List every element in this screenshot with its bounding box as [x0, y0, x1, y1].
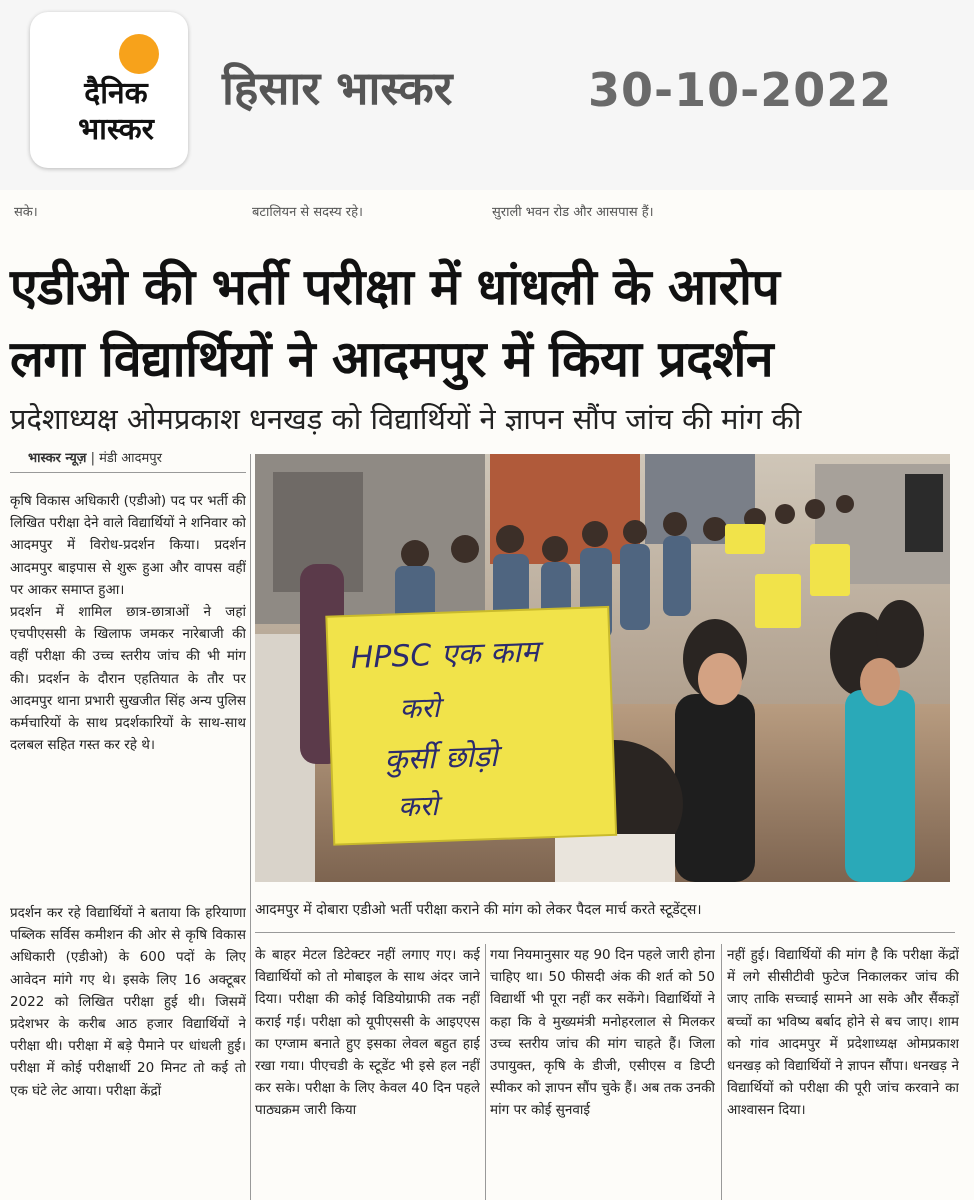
article-column-2: के बाहर मेटल डिटेक्टर नहीं लगाए गए। कई विद्यार्थियों को तो मोबाइल के साथ अंदर जाने दिया। परीक्षा की कोई विडियोग्राफी तक नहीं कराई गई। परीक्षा को यूपीएससी के आइएएस का एग्जाम बनाते हुए इसका लेवल बहुत हाई रखा गया। पीएचडी के स्टूडेंट भी इसे हल नहीं कर सके। परीक्षा के लिए केवल 40 दिन पहले पाठ्यक्रम जारी किया	[255, 947, 480, 1119]
app-header	[0, 0, 974, 190]
article-column-3: गया नियमानुसार यह 90 दिन पहले जारी होना चाहिए था। 50 फीसदी अंक की शर्त को 50 विद्यार्थी भी पूरा नहीं कर सकेंगे। विद्यार्थियों ने कहा कि वे मुख्यमंत्री मनोहरलाल से मिलकर उच्च स्तरीय जांच की मांग चाहते हैं। जिला उपायुक्त, कृषि के डीजी, एसीएस व डिप्टी स्पीकर को ज्ञापन सौंप चुके हैं। अब तक उनकी मांग पर कोई सुनवाई	[490, 947, 715, 1119]
logo-line1: दैनिक	[84, 76, 148, 111]
placard-line3: कुर्सी छोड़ो	[383, 738, 499, 778]
column-divider	[485, 944, 486, 1200]
placard-line2: करो	[399, 690, 441, 726]
protest-photo-illustration	[255, 454, 950, 882]
article-column-1-continued: प्रदर्शन कर रहे विद्यार्थियों ने बताया कि हरियाणा पब्लिक सर्विस कमीशन की ओर से कृषि विकास अधिकारी (एडीओ) के 600 पदों के लिए आवेदन मांगे गए थे। इसके लिए 16 अक्टूबर 2022 को लिखित परीक्षा हुई थी। जिसमें प्रदेशभर के करीब आठ हजार विद्यार्थियों ने परीक्षा थी। परीक्षा में बड़े पैमाने पर धांधली हुई। परीक्षा में कोई परीक्षार्थी 20 मिनट तो कई तो एक घंटे लेट आया। परीक्षा केंद्रों	[10, 905, 246, 1099]
placard-line4: करो	[397, 788, 439, 824]
protest-photo[interactable]	[255, 454, 950, 882]
byline	[28, 448, 162, 466]
cutoff-text: सके।	[14, 205, 38, 220]
placard-line1: HPSC एक काम	[350, 634, 540, 676]
photo-caption: आदमपुर में दोबारा एडीओ भर्ती परीक्षा कराने की मांग को लेकर पैदल मार्च करते स्टूडेंट्स।	[255, 902, 702, 918]
edition-title: हिसार भास्कर	[222, 61, 453, 115]
column-divider	[721, 944, 722, 1200]
column-divider	[250, 454, 251, 1200]
byline-source: भास्कर न्यूज़	[28, 451, 87, 466]
divider	[10, 472, 246, 473]
divider	[255, 932, 955, 933]
headline-line2: लगा विद्यार्थियों ने आदमपुर में किया प्रदर्शन	[10, 330, 774, 388]
byline-place: | मंडी आदमपुर	[90, 451, 162, 466]
article-column-1: कृषि विकास अधिकारी (एडीओ) पद पर भर्ती की लिखित परीक्षा देने वाले विद्यार्थियों ने शनिवार को आदमपुर में विरोध-प्रदर्शन किया। प्रदर्शन आदमपुर बाइपास से शुरू हुआ और वापस वहीं पर आकर समाप्त हुआ। प्रदर्शन में शामिल छात्र-छात्राओं ने जहां एचपीएससी के खिलाफ जमकर नारेबाजी की वहीं परीक्षा की उच्च स्तरीय जांच की भी मांग की। प्रदर्शन के दौरान एहतियात के तौर पर आदमपुर थाना प्रभारी सुखजीत सिंह अन्य पुलिस कर्मचारियों के साथ प्रदर्शकारियों के साथ-साथ दलबल सहित गस्त कर रहे थे।	[10, 493, 246, 754]
cutoff-text: सुराली भवन रोड और आसपास हैं।	[492, 205, 654, 220]
logo-line2: भास्कर	[78, 112, 154, 147]
headline-line1: एडीओ की भर्ती परीक्षा में धांधली के आरोप	[10, 258, 780, 316]
edition-date: 30-10-2022	[588, 63, 893, 117]
cutoff-text: बटालियन से सदस्य रहे।	[252, 205, 363, 220]
subheadline: प्रदेशाध्यक्ष ओमप्रकाश धनखड़ को विद्यार्थियों ने ज्ञापन सौंप जांच की मांग की	[10, 402, 802, 436]
sun-icon	[119, 34, 159, 74]
article-column-4: नहीं हुई। विद्यार्थियों की मांग है कि परीक्षा केंद्रों में लगे सीसीटीवी फुटेज निकालकर जांच की जाए ताकि सच्चाई सामने आ सके और सैंकड़ों बच्चों का भविष्य बर्बाद होने से बच जाए। शाम को गांव आदमपुर में प्रदेशाध्यक्ष ओमप्रकाश धनखड़ को विद्यार्थियों ने ज्ञापन सौंपा। धनखड़ ने विद्यार्थियों को परीक्षा की पूरी जांच करवाने का आश्वासन दिया।	[727, 947, 959, 1119]
dainik-bhaskar-logo[interactable]	[30, 12, 188, 168]
